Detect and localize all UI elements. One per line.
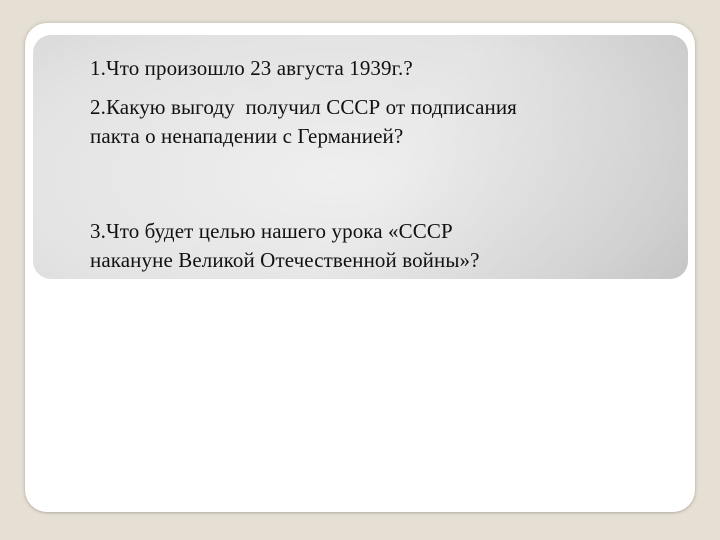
question-2-line-1: 2.Какую выгоду получил СССР от подписания	[90, 95, 517, 119]
question-1-line-1: 1.Что произошло 23 августа 1939г.?	[90, 56, 413, 80]
question-2	[90, 93, 652, 151]
question-1	[90, 54, 652, 83]
question-2-line-2: пакта о ненападении с Германией?	[90, 124, 404, 148]
questions-panel	[33, 35, 688, 279]
question-3	[90, 217, 652, 275]
question-3-line-2: накануне Великой Отечественной войны»?	[90, 248, 480, 272]
question-3-line-1: 3.Что будет целью нашего урока «СССР	[90, 219, 453, 243]
slide-card	[25, 23, 695, 512]
